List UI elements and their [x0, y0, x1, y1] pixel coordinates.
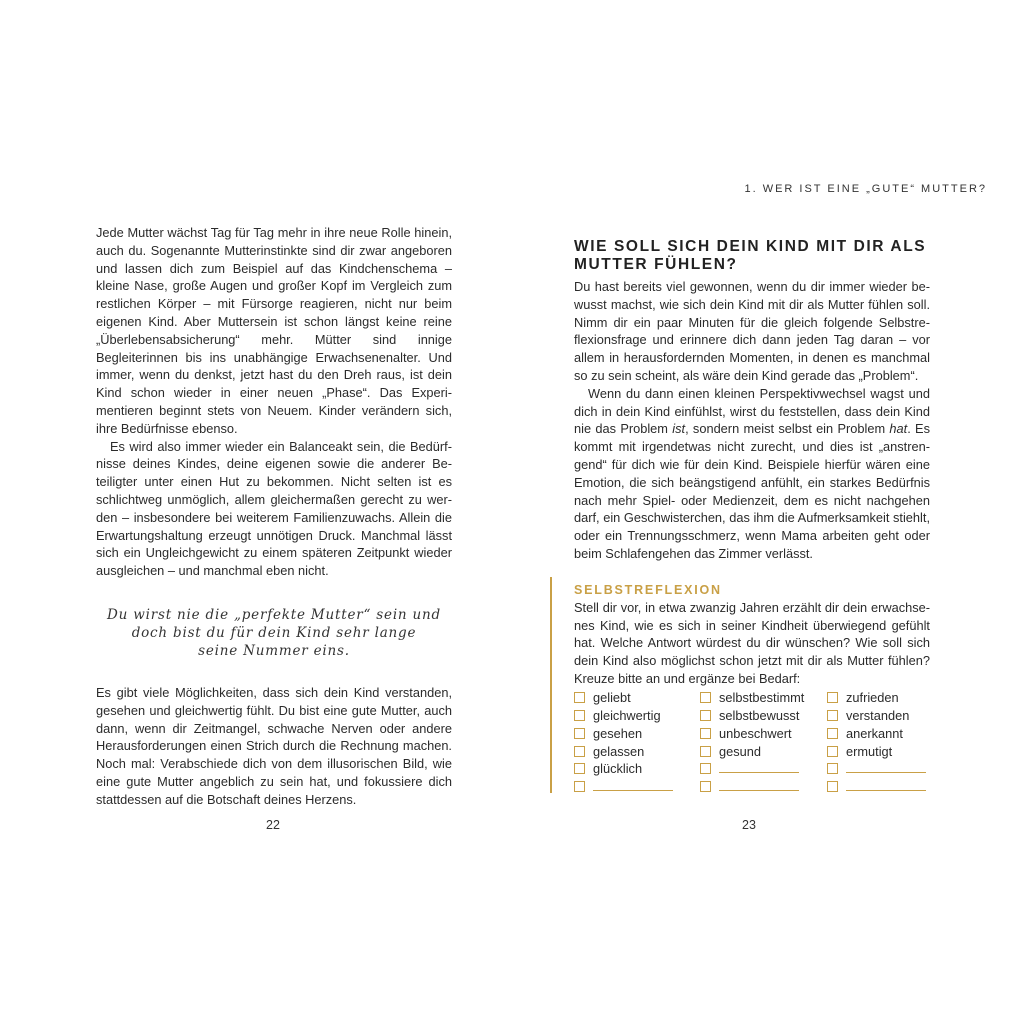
- checkbox-label: gleichwertig: [593, 707, 661, 723]
- checkbox-square[interactable]: [827, 763, 838, 774]
- checkbox-square[interactable]: [574, 781, 585, 792]
- checkbox-label: selbstbewusst: [719, 707, 800, 723]
- checkbox-option[interactable]: [574, 707, 700, 725]
- left-paragraph-2: Es wird also immer wieder ein Balanceakt sein, die Bedürfnisse deines Kindes, deine eigenen sowie die anderer Beteiligter unter einen Hut zu bekommen. Nicht selten ist es schlichtweg unmöglich, allem gleichermaßen gerecht zu werden – insbesondere bei weiterem Familienzuwachs. Allein die Erwartungshaltung erzeugt unnötigen Druck. Manchmal lässt sich ein Ungleichgewicht zu einem späteren Zeitpunkt wieder ausgleichen – und manchmal eben nicht.: [96, 438, 452, 579]
- checkbox-square[interactable]: [700, 746, 711, 757]
- checkbox-label: anerkannt: [846, 725, 903, 741]
- pull-quote: [96, 606, 452, 660]
- checkbox-option[interactable]: [574, 760, 700, 778]
- checkbox-option[interactable]: [574, 778, 700, 796]
- checkbox-square[interactable]: [700, 763, 711, 774]
- checkbox-option[interactable]: [700, 707, 827, 725]
- checkbox-grid: [574, 689, 930, 796]
- checkbox-option[interactable]: [700, 724, 827, 742]
- checkbox-option[interactable]: [574, 689, 700, 707]
- checkbox-square[interactable]: [574, 692, 585, 703]
- checkbox-label: glücklich: [593, 761, 643, 777]
- accent-bar: [550, 577, 552, 793]
- fill-in-line[interactable]: [846, 790, 926, 791]
- checkbox-option[interactable]: [827, 724, 937, 742]
- quote-line-3: seine Nummer eins.: [198, 642, 350, 659]
- checkbox-label: geliebt: [593, 690, 631, 706]
- checkbox-option[interactable]: [574, 742, 700, 760]
- quote-line-1: Du wirst nie die „perfekte Mutter“ sein und: [107, 606, 441, 623]
- checkbox-square[interactable]: [700, 728, 711, 739]
- right-paragraph-2: Wenn du dann einen kleinen Perspektivwechsel wagst und dich in dein Kind einfühlst, wirst du feststellen, dass dein Kind nie das Problem ist, sondern meist selbst ein Problem hat. Es kommt mit irgendetwas nicht zurecht, und dies ist „anstrengend“ für dich wie für dein Kind. Beispiele hierfür wären eine Emotion, die sich beängstigend anfühlt, ein starkes Bedürfnis nach mehr Spiel- oder Medienzeit, dem es nicht nachgehen darf, ein Geschwisterchen, das ihm die Aufmerksamkeit stiehlt, oder ein Trennungsschmerz, wenn Mama arbeiten geht oder beim Schlafengehen das Zimmer verlässt.: [574, 385, 930, 561]
- checkbox-option[interactable]: [700, 778, 827, 796]
- self-reflection-label: SELBSTREFLEXION: [574, 582, 722, 597]
- checkbox-square[interactable]: [574, 763, 585, 774]
- self-reflection-text: Stell dir vor, in etwa zwanzig Jahren erzählt dir dein erwachsenes Kind, wie es sich in seiner Kindheit überwiegend gefühlt hat. Welche Antwort würdest du dir wünschen? Wie soll sich dein Kind also möglichst schon jetzt mit dir als Mutter fühlen? Kreuze bitte an und ergänze bei Bedarf:: [574, 599, 930, 686]
- checkbox-label: ermutigt: [846, 743, 893, 759]
- quote-line-2: doch bist du für dein Kind sehr lange: [131, 624, 417, 641]
- running-head: 1. WER IST EINE „GUTE“ MUTTER?: [744, 183, 987, 195]
- checkbox-square[interactable]: [827, 728, 838, 739]
- left-paragraph-1: Jede Mutter wächst Tag für Tag mehr in ihre neue Rolle hinein, auch du. Sogenannte Mutterinstinkte sind dir zwar angeboren und lassen dich zum Beispiel auf das Kindchenschema – kleine Nase, große Augen und großer Kopf im Vergleich zum restlichen Körper – mit Fürsorge reagieren, nicht nur beim eigenen Kind. Aber Muttersein ist schon längst keine reine „Überlebensabsicherung“ mehr. Mütter sind innige Begleiterinnen bis ins unabhängige Erwachsenenalter. Und immer, wenn du denkst, jetzt hast du den Dreh raus, ist dein Kind schon wieder in einer neuen „Phase“. Das Experimentieren beginnt stets von Neuem. Kinder verändern sich, ihre Bedürfnisse ebenso.: [96, 225, 452, 436]
- checkbox-option[interactable]: [574, 724, 700, 742]
- checkbox-option[interactable]: [700, 760, 827, 778]
- checkbox-option[interactable]: [827, 742, 937, 760]
- fill-in-line[interactable]: [719, 772, 799, 773]
- checkbox-square[interactable]: [827, 710, 838, 721]
- checkbox-label: gelassen: [593, 743, 645, 759]
- fill-in-line[interactable]: [719, 790, 799, 791]
- checkbox-square[interactable]: [827, 781, 838, 792]
- fill-in-line[interactable]: [593, 790, 673, 791]
- checkbox-option[interactable]: [827, 689, 937, 707]
- page-number-right: 23: [742, 818, 756, 832]
- section-heading: WIE SOLL SICH DEIN KIND MIT DIR ALS MUTTER FÜHLEN?: [574, 238, 927, 273]
- checkbox-square[interactable]: [700, 692, 711, 703]
- checkbox-option[interactable]: [700, 742, 827, 760]
- checkbox-label: gesund: [719, 743, 761, 759]
- left-paragraph-3: Es gibt viele Möglichkeiten, dass sich dein Kind verstanden, gesehen und gleichwertig fühlt. Du bist eine gute Mutter, auch dann, wenn dir Zeitmangel, schwache Nerven oder andere Herausforderungen einen Strich durch die Rechnung machen. Noch mal: Verabschiede dich von dem illusorischen Bild, wie eine gute Mutter angeblich zu sein hat, und fokussiere dich stattdessen auf die Botschaft deines Herzens.: [96, 684, 452, 807]
- checkbox-square[interactable]: [827, 692, 838, 703]
- checkbox-label: zufrieden: [846, 690, 899, 706]
- right-page: [574, 224, 930, 796]
- checkbox-square[interactable]: [827, 746, 838, 757]
- checkbox-option[interactable]: [700, 689, 827, 707]
- checkbox-option[interactable]: [827, 778, 937, 796]
- checkbox-square[interactable]: [700, 710, 711, 721]
- checkbox-label: unbeschwert: [719, 725, 792, 741]
- left-page: [96, 224, 452, 809]
- checkbox-square[interactable]: [574, 746, 585, 757]
- checkbox-square[interactable]: [574, 710, 585, 721]
- page-number-left: 22: [266, 818, 280, 832]
- checkbox-option[interactable]: [827, 760, 937, 778]
- self-reflection-box: [574, 583, 930, 796]
- checkbox-option[interactable]: [827, 707, 937, 725]
- right-paragraph-1: Du hast bereits viel gewonnen, wenn du dir immer wieder bewusst machst, wie sich dein Kind mit dir als Mutter fühlen soll. Nimm dir ein paar Minuten für die gleich folgende Selbstreflexionsfrage und erinnere dich dann jeden Tag daran – vor allem in herausfordernden Momenten, in denen es manchmal so zu sein scheint, als wäre dein Kind gerade das „Problem“.: [574, 279, 930, 383]
- checkbox-label: gesehen: [593, 725, 643, 741]
- fill-in-line[interactable]: [846, 772, 926, 773]
- checkbox-square[interactable]: [700, 781, 711, 792]
- checkbox-label: selbstbestimmt: [719, 690, 805, 706]
- checkbox-square[interactable]: [574, 728, 585, 739]
- checkbox-label: verstanden: [846, 707, 910, 723]
